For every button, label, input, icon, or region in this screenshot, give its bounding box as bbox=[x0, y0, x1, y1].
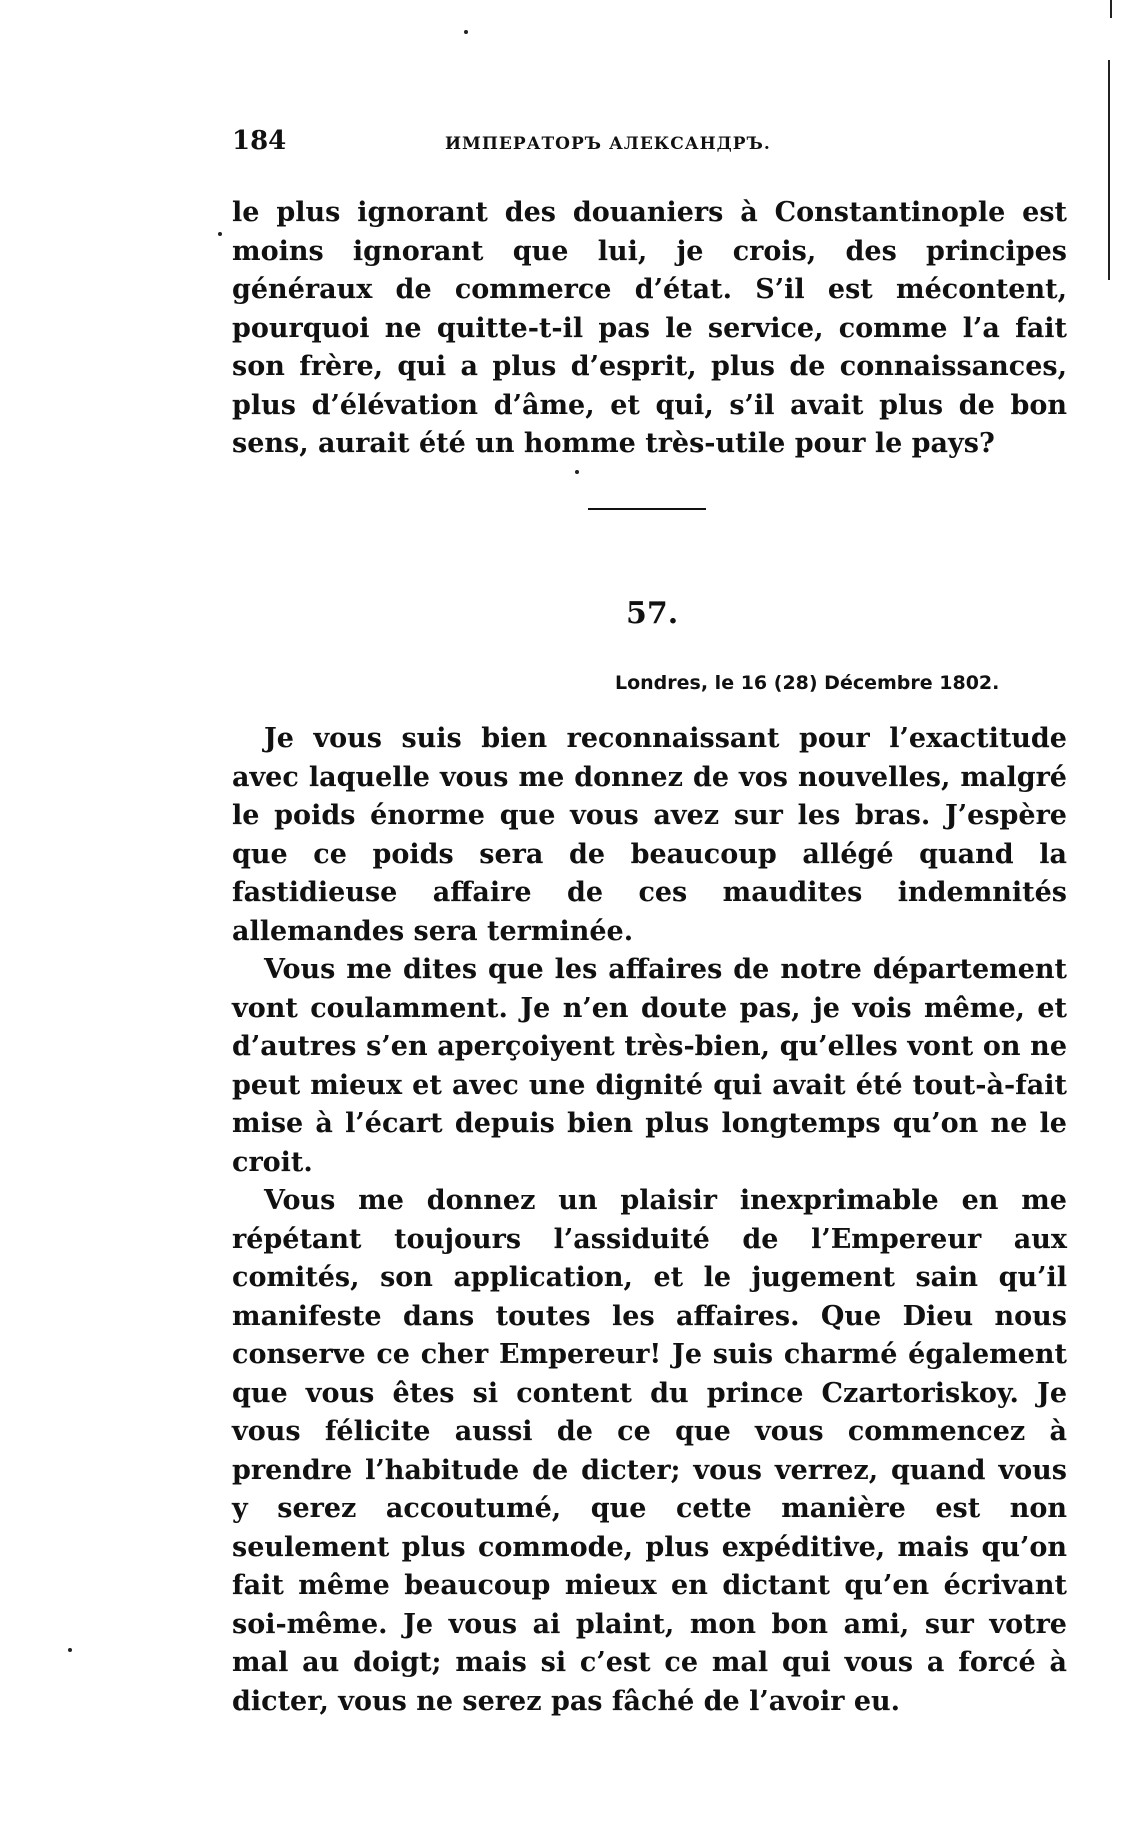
running-title: ИМПЕРАТОРЪ АЛЕКСАНДРЪ. bbox=[445, 134, 771, 154]
letter-paragraph: Vous me dites que les affaires de notre département vont coulamment. Je n’en doute pas, je vois même, et d’autres s’en aperçoiyent très-bien, qu’elles vont on ne peut mieux et avec une dignité qui avait été tout-à-fait mise à l’écart depuis bien plus longtemps qu’on ne le croit. bbox=[232, 954, 1067, 1178]
scan-speck bbox=[464, 30, 468, 34]
letter-body bbox=[232, 720, 1067, 1721]
scan-speck bbox=[575, 470, 579, 474]
continued-paragraph-block bbox=[232, 194, 1067, 464]
scan-speck bbox=[218, 232, 222, 236]
page-header bbox=[232, 126, 1067, 166]
continued-paragraph: le plus ignorant des douaniers à Constantinople est moins ignorant que lui, je crois, des principes généraux de commerce d’état. S’il est mécontent, pourquoi ne quitte-t-il pas le service, comme l’a fait son frère, qui a plus d’esprit, plus de connaissances, plus d’élévation d’âme, et qui, s’il avait plus de bon sens, aurait été un homme très-utile pour le pays? bbox=[232, 197, 1067, 459]
letter-dateline: Londres, le 16 (28) Décembre 1802. bbox=[615, 672, 1000, 694]
letter-paragraph: Je vous suis bien reconnaissant pour l’exactitude avec laquelle vous me donnez de vos nouvelles, malgré le poids énorme que vous avez sur les bras. J’espère que ce poids sera de beaucoup allégé quand la fastidieuse affaire de ces maudites indemnités allemandes sera terminée. bbox=[232, 723, 1067, 947]
page-number: 184 bbox=[232, 126, 287, 156]
page-edge-line bbox=[1108, 60, 1110, 280]
scan-speck bbox=[68, 1648, 72, 1652]
section-divider bbox=[588, 508, 706, 510]
page-edge-mark bbox=[1110, 0, 1112, 18]
letter-paragraph: Vous me donnez un plaisir inexprimable en me répétant toujours l’assiduité de l’Empereur aux comités, son application, et le jugement sain qu’il manifeste dans toutes les affaires. Que Dieu nous conserve ce cher Empereur! Je suis charmé également que vous êtes si content du prince Czartoriskoy. Je vous félicite aussi de ce que vous commencez à prendre l’habitude de dicter; vous verrez, quand vous y serez accoutumé, que cette manière est non seulement plus commode, plus expéditive, mais qu’on fait même beaucoup mieux en dictant qu’en écrivant soi-même. Je vous ai plaint, mon bon ami, sur votre mal au doigt; mais si c’est ce mal qui vous a forcé à dicter, vous ne serez pas fâché de l’avoir eu. bbox=[232, 1185, 1067, 1717]
letter-number: 57. bbox=[626, 596, 679, 631]
